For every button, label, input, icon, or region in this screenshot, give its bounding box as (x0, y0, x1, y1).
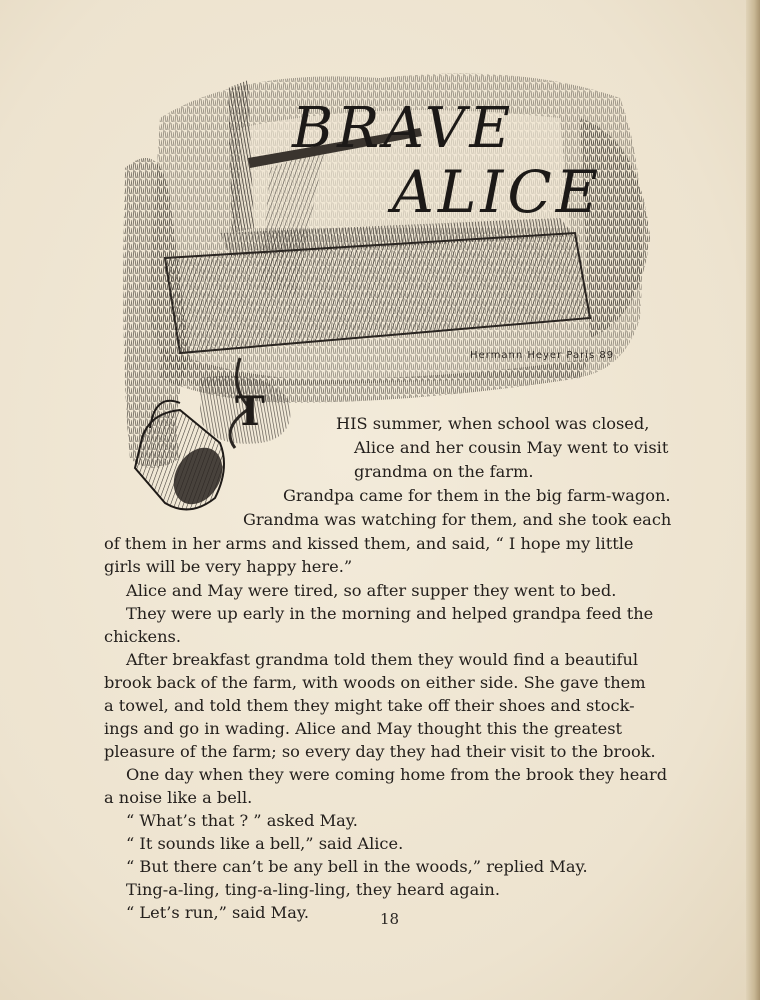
book-spine-shadow (746, 0, 760, 1000)
story-line: Ting-a-ling, ting-a-ling-ling, they heard again. (126, 880, 501, 899)
drop-cap-letter: T (235, 388, 265, 435)
story-line: chickens. (104, 627, 182, 646)
story-line: a noise like a bell. (104, 788, 253, 807)
story-line: a towel, and told them they might take off their shoes and stock- (104, 696, 635, 715)
story-line: HIS summer, when school was closed, (336, 414, 650, 433)
story-line: One day when they were coming home from the brook they heard (126, 765, 668, 784)
story-line: “ What’s that ? ” asked May. (126, 811, 358, 830)
artist-signature: Hermann Heyer Paris 89 (470, 350, 615, 361)
story-line: girls will be very happy here.” (104, 557, 353, 576)
page-number: 18 (380, 910, 400, 928)
story-line: “ But there can’t be any bell in the woods,” replied May. (126, 857, 588, 876)
story-line: of them in her arms and kissed them, and said, “ I hope my little (104, 534, 634, 553)
story-line: Alice and May were tired, so after supper they went to bed. (126, 581, 617, 600)
story-line: Alice and her cousin May went to visit (354, 438, 669, 457)
story-line: ings and go in wading. Alice and May thought this the greatest (104, 719, 623, 738)
story-line: brook back of the farm, with woods on either side. She gave them (104, 673, 646, 692)
story-line: After breakfast grandma told them they would find a beautiful (126, 650, 639, 669)
story-line: They were up early in the morning and helped grandpa feed the (126, 604, 654, 623)
story-line: “ It sounds like a bell,” said Alice. (126, 834, 404, 853)
story-line: “ Let’s run,” said May. (126, 903, 310, 922)
story-line: Grandpa came for them in the big farm-wagon. (283, 486, 671, 505)
story-line: grandma on the farm. (354, 462, 534, 481)
story-line: pleasure of the farm; so every day they had their visit to the brook. (104, 742, 656, 761)
story-title-line1: BRAVE (292, 96, 515, 161)
story-line: Grandma was watching for them, and she took each (243, 510, 672, 529)
story-title-line2: ALICE (392, 158, 603, 226)
